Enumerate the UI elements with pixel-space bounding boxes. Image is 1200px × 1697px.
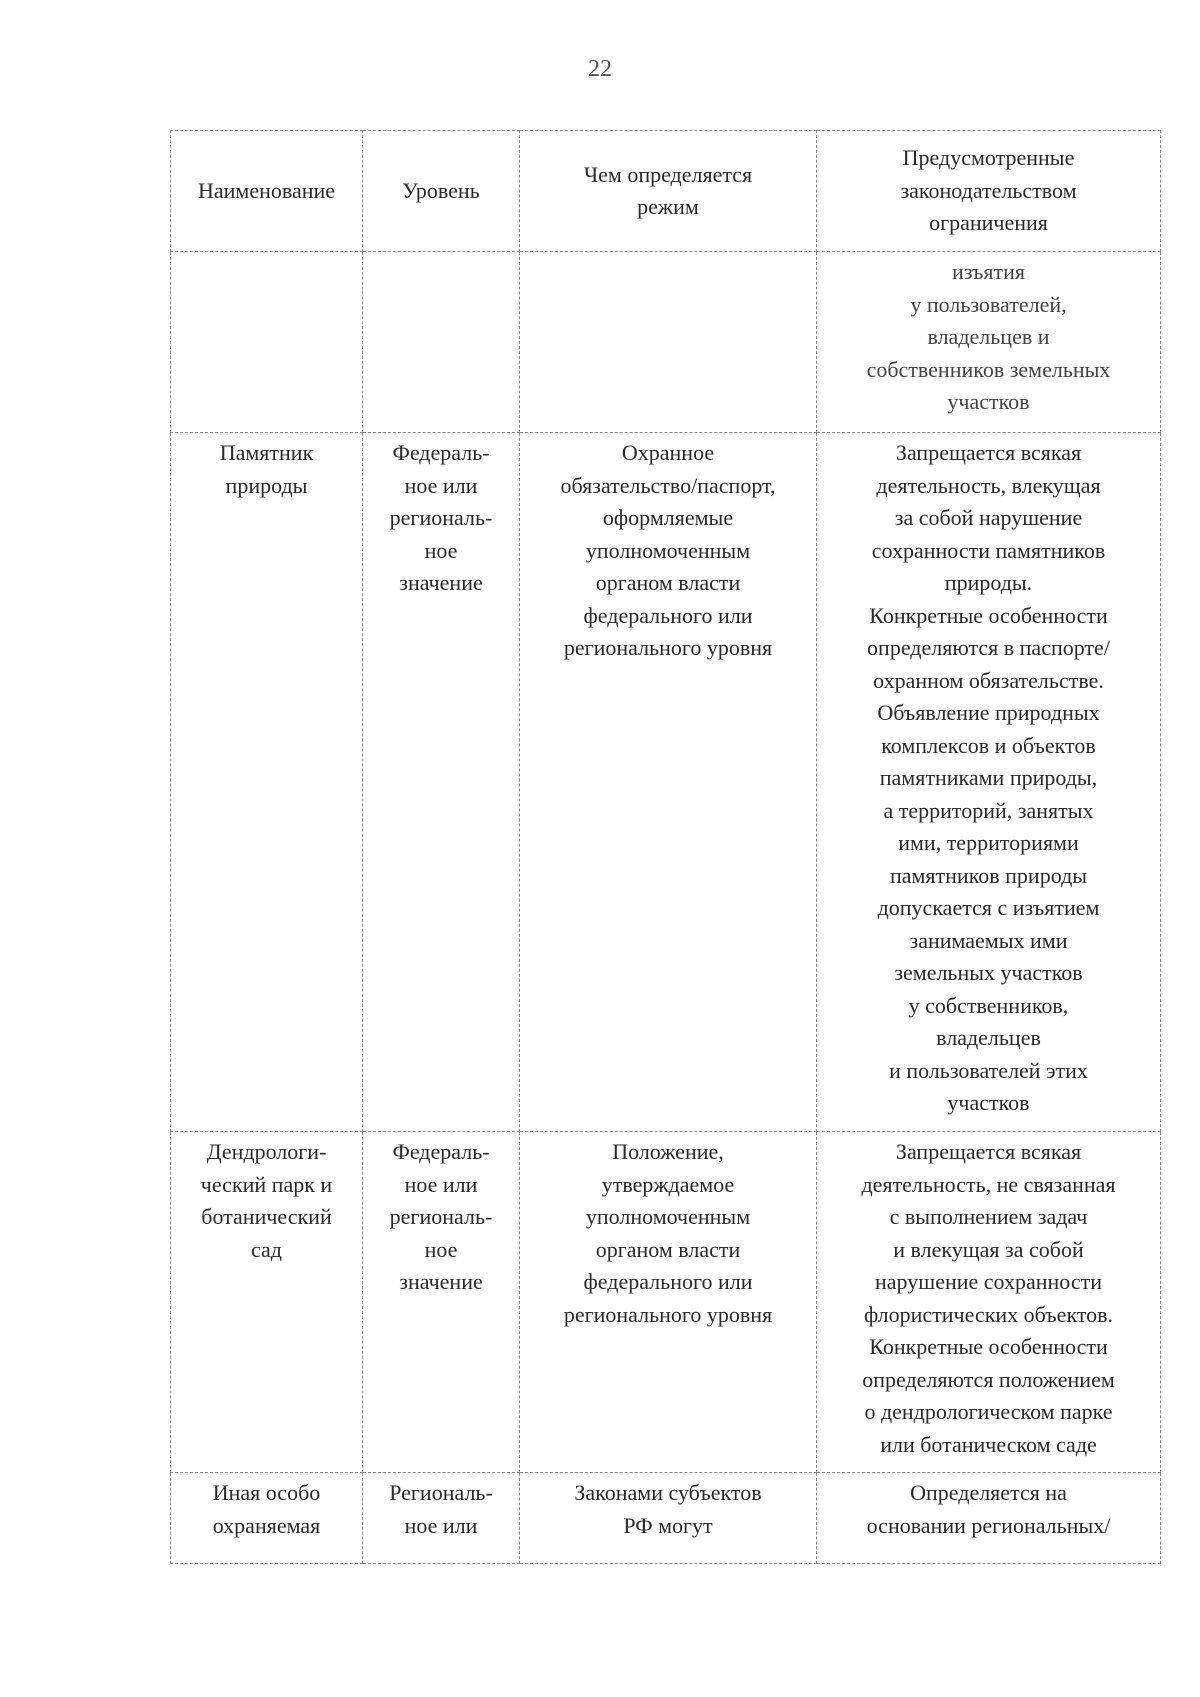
header-name: Наименование (171, 131, 363, 252)
cell-level: Федераль- ное или региональ- ное значение (363, 1132, 520, 1473)
cell-restrictions: Запрещается всякая деятельность, влекущая за собой нарушение сохранности памятников природы. Конкретные особенности определяются в паспорте/ охранном обязательстве. Объявление природных комплексов и объектов памятниками природы, а территорий, занятых ими, территориями памятников природы допускается с изъятием занимаемых ими земельных участков у собственников, владельцев и пользователей этих участков (817, 433, 1161, 1132)
table-row (171, 433, 1161, 1132)
table-row (171, 1132, 1161, 1473)
protected-areas-table (170, 130, 1161, 1564)
header-restrictions: Предусмотренные законодательством ограничения (817, 131, 1161, 252)
cell-regime: Охранное обязательство/паспорт, оформляемые уполномоченным органом власти федерального или регионального уровня (520, 433, 817, 1132)
cell-restrictions: Определяется на основании региональных/ (817, 1473, 1161, 1564)
cell-name: Дендрологи- ческий парк и ботанический сад (171, 1132, 363, 1473)
cell-regime: Положение, утверждаемое уполномоченным органом власти федерального или регионального уровня (520, 1132, 817, 1473)
cell-level (363, 252, 520, 433)
cell-level: Федераль- ное или региональ- ное значение (363, 433, 520, 1132)
cell-restrictions: Запрещается всякая деятельность, не связанная с выполнением задач и влекущая за собой нарушение сохранности флористических объектов. Конкретные особенности определяются положением о дендрологическом парке или ботаническом саде (817, 1132, 1161, 1473)
cell-regime: Законами субъектов РФ могут (520, 1473, 817, 1564)
cell-name: Памятник природы (171, 433, 363, 1132)
table-row (171, 1473, 1161, 1564)
cell-regime (520, 252, 817, 433)
cell-name: Иная особо охраняемая (171, 1473, 363, 1564)
cell-level: Региональ- ное или (363, 1473, 520, 1564)
cell-restrictions: изъятия у пользователей, владельцев и собственников земельных участков (817, 252, 1161, 433)
header-regime: Чем определяется режим (520, 131, 817, 252)
page-number: 22 (588, 56, 612, 82)
cell-name (171, 252, 363, 433)
table-header-row (171, 131, 1161, 252)
header-level: Уровень (363, 131, 520, 252)
table-row (171, 252, 1161, 433)
